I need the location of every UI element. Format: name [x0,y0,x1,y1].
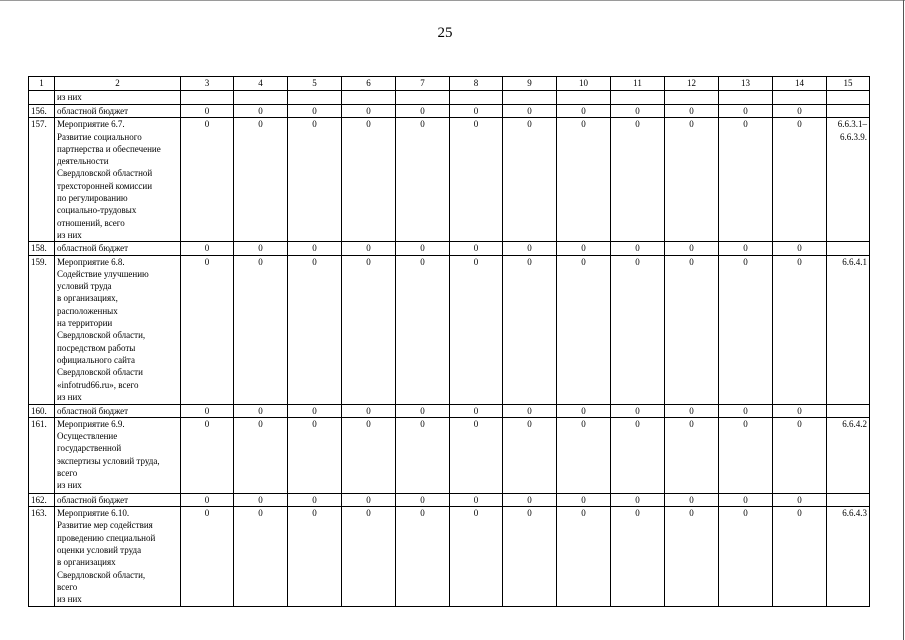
value-cell-col14: 0 [773,242,827,255]
value-cell-col10: 0 [557,118,611,242]
row-name-line: из них [57,391,82,402]
value-cell-col5: 0 [288,404,342,417]
value-cell-col10: 0 [557,242,611,255]
value-cell-col4: 0 [234,404,288,417]
value-cell-col3 [181,91,234,105]
value-cell-col11: 0 [611,118,665,242]
row-name [55,105,181,118]
value-cell-col6: 0 [342,404,396,417]
value-cell-col6: 0 [342,507,396,606]
row-name-line: оценки условий труда [57,545,142,556]
row-name-line: Осуществление [57,431,118,442]
header-cell-8: 8 [450,77,503,91]
row-name [55,255,181,404]
table-row [29,242,870,255]
row-name-line: областной бюджет [57,494,129,505]
value-cell-col11: 0 [611,493,665,506]
value-cell-col11: 0 [611,417,665,493]
value-cell-col9: 0 [503,404,557,417]
value-cell-col3: 0 [181,404,234,417]
value-cell-col8 [450,91,503,105]
row-name-line: областной бюджет [57,243,129,254]
row-number: 160. [29,404,55,417]
value-cell-col12: 0 [665,493,719,506]
value-cell-col10: 0 [557,255,611,404]
value-cell-col7: 0 [396,255,450,404]
value-cell-col9: 0 [503,118,557,242]
budget-table [28,76,870,607]
target-code: 6.6.4.1 [827,255,870,404]
value-cell-col13: 0 [719,105,773,118]
row-number: 159. [29,255,55,404]
target-code [827,493,870,506]
header-cell-3: 3 [181,77,234,91]
row-name [55,91,181,105]
table-row [29,507,870,606]
row-name-line: всего [57,581,78,592]
value-cell-col9: 0 [503,493,557,506]
row-name-line: Свердловской области [57,367,143,378]
value-cell-col13: 0 [719,507,773,606]
page-number: 25 [437,25,453,41]
scan-top-line [0,0,905,1]
row-name-line: партнерства и обеспечение [57,143,161,154]
value-cell-col6 [342,91,396,105]
value-cell-col11: 0 [611,105,665,118]
value-cell-col4 [234,91,288,105]
row-name-line: экспертизы условий труда, [57,455,160,466]
row-name-line: Содействие улучшению [57,268,149,279]
value-cell-col5: 0 [288,493,342,506]
target-code [827,242,870,255]
row-name-line: Мероприятие 6.9. [57,418,125,429]
value-cell-col4: 0 [234,242,288,255]
row-name-line: Развитие социального [57,131,142,142]
row-number [29,91,55,105]
row-name-line: по регулированию [57,193,128,204]
value-cell-col6: 0 [342,255,396,404]
row-name-line: расположенных [57,305,118,316]
row-name [55,493,181,506]
value-cell-col5: 0 [288,105,342,118]
target-code [827,105,870,118]
row-name-line: Мероприятие 6.8. [57,256,125,267]
value-cell-col14: 0 [773,507,827,606]
value-cell-col7: 0 [396,417,450,493]
value-cell-col5 [288,91,342,105]
value-cell-col5: 0 [288,417,342,493]
value-cell-col4: 0 [234,417,288,493]
header-cell-6: 6 [342,77,396,91]
row-name-line: посредством работы [57,342,136,353]
target-code: 6.6.3.1– 6.6.3.9. [827,118,870,242]
header-cell-14: 14 [773,77,827,91]
value-cell-col5: 0 [288,242,342,255]
value-cell-col12 [665,91,719,105]
value-cell-col4: 0 [234,255,288,404]
value-cell-col14: 0 [773,255,827,404]
value-cell-col3: 0 [181,507,234,606]
value-cell-col8: 0 [450,105,503,118]
header-cell-9: 9 [503,77,557,91]
value-cell-col12: 0 [665,118,719,242]
value-cell-col7: 0 [396,404,450,417]
table-row [29,118,870,242]
value-cell-col10: 0 [557,493,611,506]
header-cell-10: 10 [557,77,611,91]
value-cell-col9: 0 [503,255,557,404]
value-cell-col10 [557,91,611,105]
table-row [29,493,870,506]
value-cell-col9: 0 [503,242,557,255]
header-cell-5: 5 [288,77,342,91]
value-cell-col7 [396,91,450,105]
value-cell-col8: 0 [450,404,503,417]
row-name [55,242,181,255]
row-name-line: из них [57,229,82,240]
value-cell-col12: 0 [665,507,719,606]
value-cell-col12: 0 [665,255,719,404]
row-name-line: из них [57,480,82,491]
value-cell-col3: 0 [181,105,234,118]
value-cell-col7: 0 [396,105,450,118]
value-cell-col10: 0 [557,105,611,118]
row-number: 157. [29,118,55,242]
value-cell-col13: 0 [719,255,773,404]
value-cell-col8: 0 [450,507,503,606]
row-name [55,417,181,493]
value-cell-col11: 0 [611,255,665,404]
row-name-line: из них [57,92,82,102]
value-cell-col14: 0 [773,493,827,506]
value-cell-col4: 0 [234,118,288,242]
value-cell-col14 [773,91,827,105]
row-name-line: государственной [57,443,122,454]
value-cell-col13: 0 [719,242,773,255]
header-cell-4: 4 [234,77,288,91]
value-cell-col3: 0 [181,118,234,242]
value-cell-col12: 0 [665,404,719,417]
row-name-line: социально-трудовых [57,205,137,216]
value-cell-col4: 0 [234,507,288,606]
row-number: 163. [29,507,55,606]
value-cell-col14: 0 [773,417,827,493]
value-cell-col3: 0 [181,255,234,404]
value-cell-col14: 0 [773,118,827,242]
value-cell-col13: 0 [719,118,773,242]
row-name [55,118,181,242]
value-cell-col13: 0 [719,404,773,417]
value-cell-col8: 0 [450,417,503,493]
value-cell-col4: 0 [234,105,288,118]
row-name-line: областной бюджет [57,106,129,116]
value-cell-col7: 0 [396,493,450,506]
row-name-line: «infotrud66.ru», всего [57,379,139,390]
header-cell-12: 12 [665,77,719,91]
row-name-line: всего [57,468,78,479]
row-name-line: из них [57,594,82,605]
row-name-line: Развитие мер содействия [57,520,153,531]
value-cell-col14: 0 [773,105,827,118]
row-name-line: трехсторонней комиссии [57,180,153,191]
row-name-line: на территории [57,318,113,329]
value-cell-col5: 0 [288,118,342,242]
row-name-line: областной бюджет [57,405,129,416]
value-cell-col4: 0 [234,493,288,506]
target-code [827,91,870,105]
value-cell-col11 [611,91,665,105]
value-cell-col10: 0 [557,417,611,493]
target-code [827,404,870,417]
value-cell-col9: 0 [503,105,557,118]
table-row [29,255,870,404]
value-cell-col12: 0 [665,105,719,118]
value-cell-col10: 0 [557,507,611,606]
header-cell-13: 13 [719,77,773,91]
value-cell-col9: 0 [503,507,557,606]
table-row [29,105,870,118]
row-number: 162. [29,493,55,506]
value-cell-col13: 0 [719,493,773,506]
header-cell-15: 15 [827,77,870,91]
row-name-line: Мероприятие 6.10. [57,508,130,519]
value-cell-col3: 0 [181,417,234,493]
header-cell-1: 1 [29,77,55,91]
table-row [29,91,870,105]
row-name-line: Свердловской области, [57,330,146,341]
value-cell-col10: 0 [557,404,611,417]
header-cell-7: 7 [396,77,450,91]
target-code: 6.6.4.2 [827,417,870,493]
value-cell-col11: 0 [611,404,665,417]
value-cell-col9: 0 [503,417,557,493]
value-cell-col7: 0 [396,118,450,242]
row-name-line: официального сайта [57,354,135,365]
value-cell-col3: 0 [181,493,234,506]
value-cell-col13: 0 [719,417,773,493]
value-cell-col11: 0 [611,242,665,255]
row-name-line: Мероприятие 6.7. [57,119,125,130]
table-header-row [29,77,870,91]
value-cell-col6: 0 [342,105,396,118]
value-cell-col7: 0 [396,507,450,606]
row-name-line: деятельности [57,156,109,167]
value-cell-col11: 0 [611,507,665,606]
row-name-line: Свердловской областной [57,168,153,179]
value-cell-col5: 0 [288,507,342,606]
row-number: 156. [29,105,55,118]
value-cell-col6: 0 [342,242,396,255]
value-cell-col5: 0 [288,255,342,404]
value-cell-col8: 0 [450,118,503,242]
row-name [55,507,181,606]
value-cell-col12: 0 [665,417,719,493]
row-name [55,404,181,417]
value-cell-col12: 0 [665,242,719,255]
row-name-line: отношений, всего [57,217,125,228]
value-cell-col8: 0 [450,242,503,255]
value-cell-col6: 0 [342,118,396,242]
value-cell-col9 [503,91,557,105]
value-cell-col14: 0 [773,404,827,417]
value-cell-col6: 0 [342,493,396,506]
row-name-line: в организациях [57,557,116,568]
row-number: 161. [29,417,55,493]
table-row [29,417,870,493]
scan-right-edge [903,0,904,640]
table-body [29,77,870,607]
row-number: 158. [29,242,55,255]
header-cell-11: 11 [611,77,665,91]
target-code: 6.6.4.3 [827,507,870,606]
row-name-line: проведению специальной [57,532,156,543]
header-cell-2: 2 [55,77,181,91]
value-cell-col7: 0 [396,242,450,255]
value-cell-col3: 0 [181,242,234,255]
row-name-line: Свердловской области, [57,569,146,580]
value-cell-col8: 0 [450,255,503,404]
value-cell-col8: 0 [450,493,503,506]
row-name-line: в организациях, [57,293,118,304]
value-cell-col6: 0 [342,417,396,493]
row-name-line: условий труда [57,281,112,292]
value-cell-col13 [719,91,773,105]
table-row [29,404,870,417]
